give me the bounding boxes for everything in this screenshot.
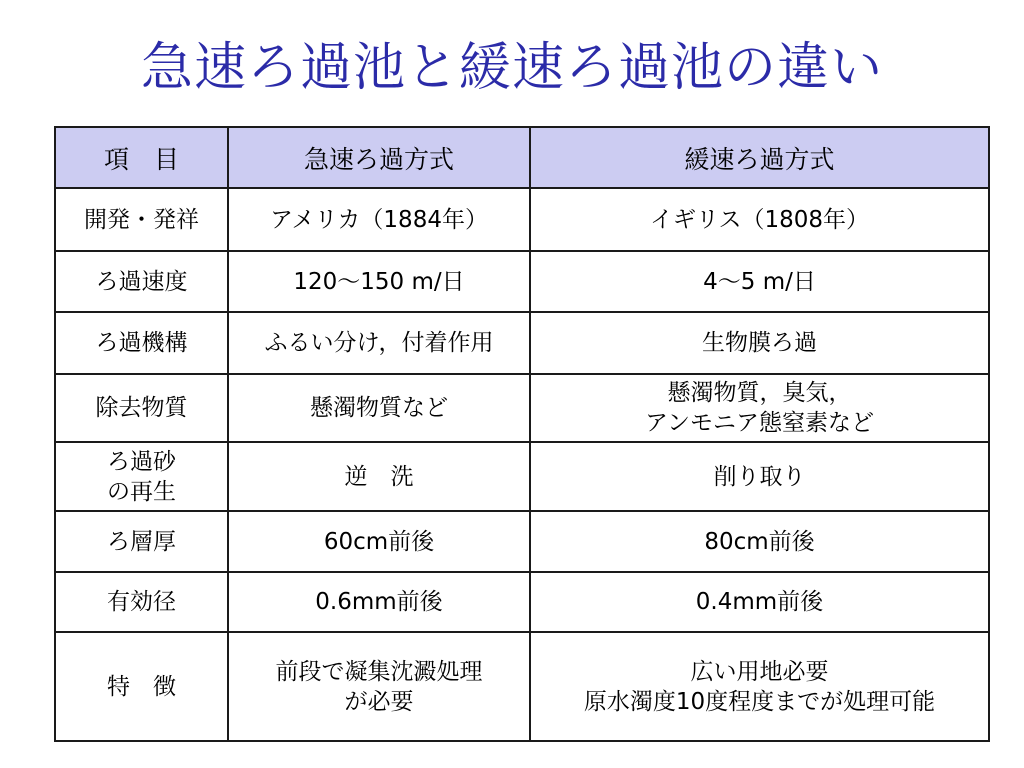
rapid-cell <box>228 374 530 442</box>
cell-text: ふるい分け，付着作用 <box>264 330 494 356</box>
cell-text: 0.6mm前後 <box>315 589 443 615</box>
table-row <box>55 511 989 572</box>
cell-text: 削り取り <box>713 463 806 490</box>
slow-cell <box>530 251 989 312</box>
cell-text: ろ過速度 <box>95 268 188 295</box>
row-label <box>55 374 228 442</box>
cell-text: の再生 <box>107 478 176 505</box>
cell-text: 原水濁度10度程度までが処理可能 <box>583 688 936 715</box>
header-item: 項 目 <box>55 127 228 188</box>
rapid-cell <box>228 632 530 741</box>
cell-text: ろ層厚 <box>107 528 176 555</box>
table-row <box>55 572 989 632</box>
cell-text: アメリカ（1884年） <box>270 206 488 233</box>
table-row <box>55 442 989 511</box>
cell-text: 広い用地必要 <box>690 658 829 685</box>
cell-text: 4～5 m/日 <box>703 268 816 295</box>
slow-cell <box>530 572 989 632</box>
table-row <box>55 374 989 442</box>
cell-text: 懸濁物質など <box>310 395 448 421</box>
cell-text: 前段で凝集沈澱処理 <box>275 658 483 685</box>
cell-text: ろ過機構 <box>95 330 188 356</box>
table-header-row <box>55 127 989 188</box>
cell-text: が必要 <box>344 688 414 715</box>
header-slow-filtration: 緩速ろ過方式 <box>530 127 989 188</box>
table-row <box>55 632 989 741</box>
cell-text: ろ過砂 <box>107 448 176 475</box>
cell-text: 開発・発祥 <box>84 206 199 233</box>
slow-cell <box>530 511 989 572</box>
table-row <box>55 312 989 374</box>
header-rapid-filtration: 急速ろ過方式 <box>228 127 530 188</box>
row-label <box>55 511 228 572</box>
slow-cell <box>530 632 989 741</box>
cell-text: 除去物質 <box>95 395 188 421</box>
rapid-cell <box>228 312 530 374</box>
cell-text: 60cm前後 <box>323 528 435 555</box>
row-label <box>55 442 228 511</box>
row-label <box>55 188 228 251</box>
page-title: 急速ろ過池と緩速ろ過池の違い <box>140 38 883 98</box>
rapid-cell <box>228 188 530 251</box>
rapid-cell <box>228 442 530 511</box>
row-label <box>55 312 228 374</box>
cell-text: アンモニア態窒素など <box>644 410 875 436</box>
cell-text: 120～150 m/日 <box>293 268 465 295</box>
slow-cell <box>530 442 989 511</box>
cell-text: 80cm前後 <box>704 528 815 555</box>
rapid-cell <box>228 572 530 632</box>
cell-text: 有効径 <box>107 589 176 615</box>
cell-text: 特 徴 <box>107 673 176 700</box>
cell-text: 生物膜ろ過 <box>702 330 817 356</box>
rapid-cell <box>228 251 530 312</box>
slow-cell <box>530 188 989 251</box>
table-row <box>55 188 989 251</box>
rapid-cell <box>228 511 530 572</box>
cell-text: 0.4mm前後 <box>695 589 824 615</box>
row-label <box>55 251 228 312</box>
slow-cell <box>530 374 989 442</box>
comparison-table <box>54 126 990 742</box>
cell-text: イギリス（1808年） <box>649 206 870 233</box>
cell-text: 懸濁物質，臭気， <box>667 380 852 406</box>
cell-text: 逆 洗 <box>344 463 414 490</box>
row-label <box>55 572 228 632</box>
table-row <box>55 251 989 312</box>
row-label <box>55 632 228 741</box>
slow-cell <box>530 312 989 374</box>
